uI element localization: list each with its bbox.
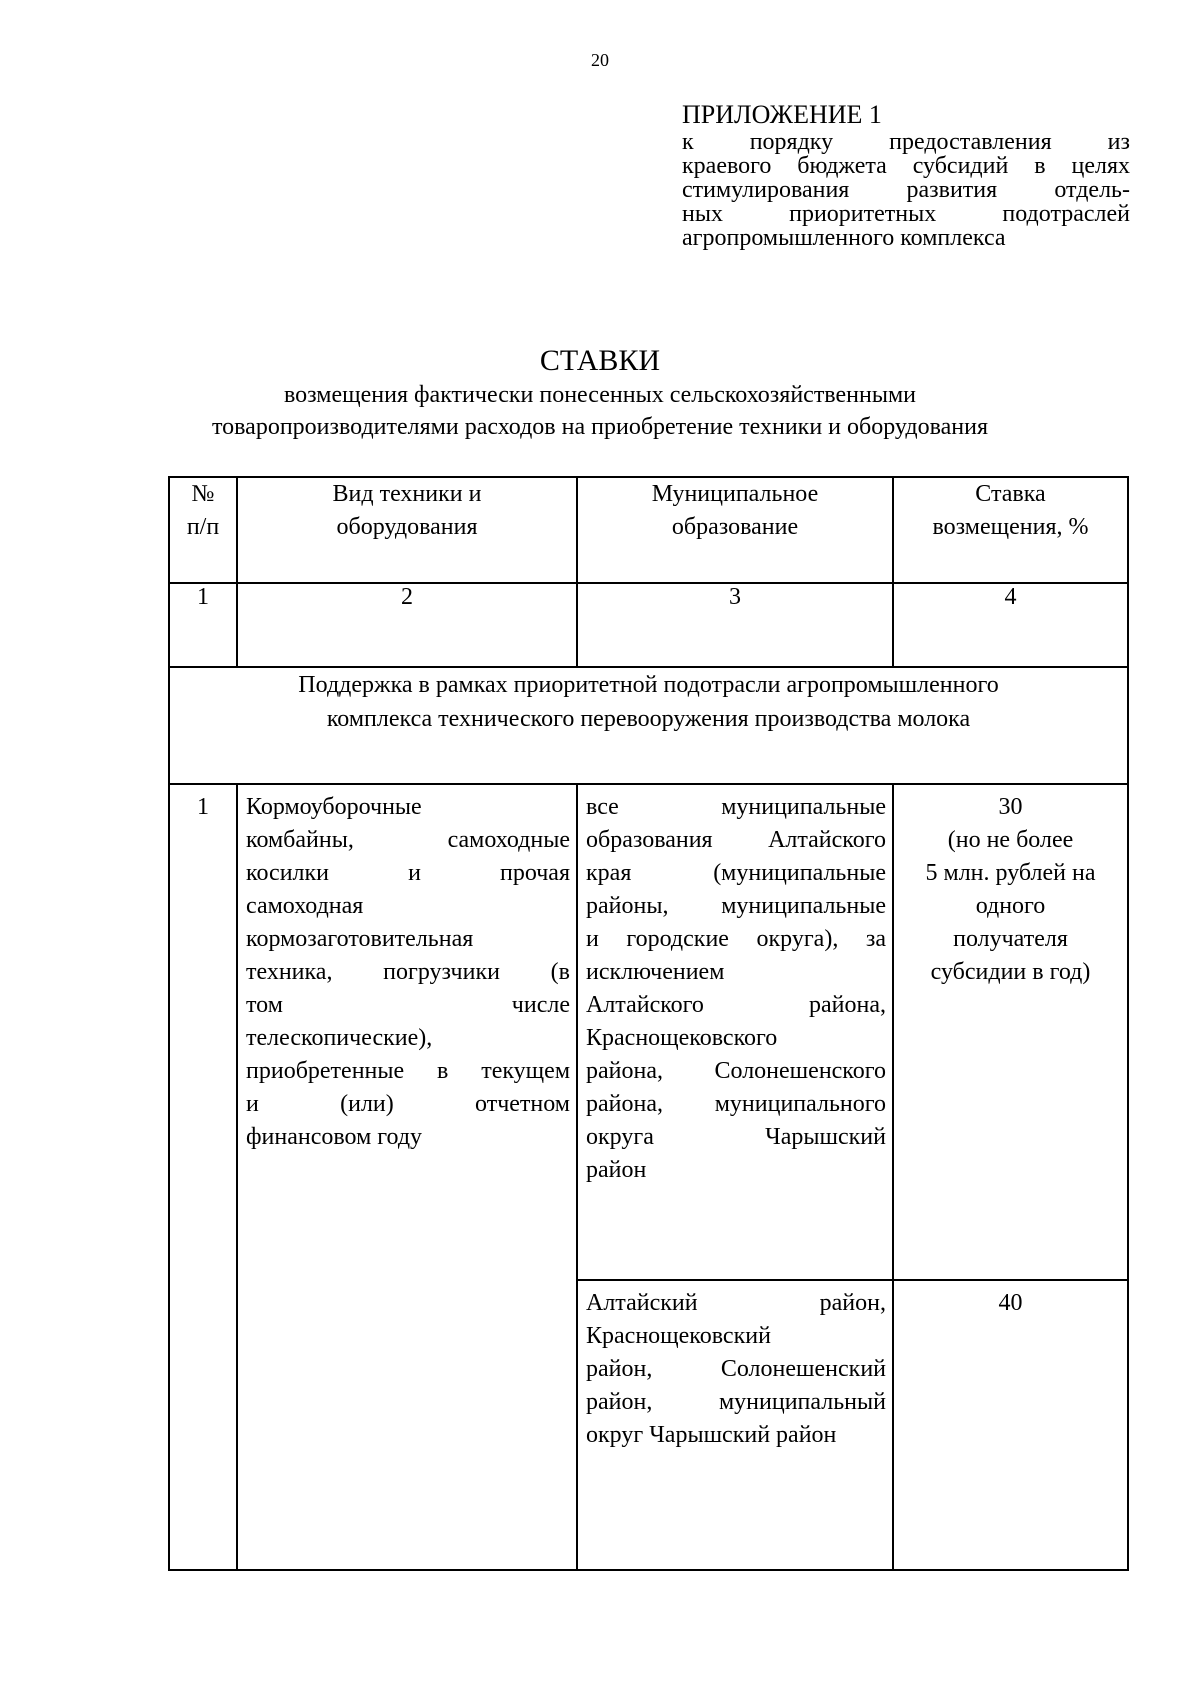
text-line: образования Алтайского [586, 827, 886, 853]
text-line: кормозаготовительная [246, 926, 474, 952]
text-line: том числе [246, 992, 570, 1018]
text-line: Кормоуборочные [246, 794, 422, 820]
text-line: приобретенные в текущем [246, 1058, 570, 1084]
text-line: субсидии в год) [930, 959, 1091, 985]
text-line: 40 [998, 1290, 1023, 1316]
column-number: 1 [169, 583, 237, 667]
municipality-cell [577, 784, 893, 1280]
section-heading: Поддержка в рамках приоритетной подотрасли агропромышленного комплекса технического перевооружения производства молока [169, 667, 1128, 784]
text-line: комбайны, самоходные [246, 827, 570, 853]
text-line: район, Солонешенский [586, 1356, 886, 1382]
text-line: и городские округа), за [586, 926, 886, 952]
text-line: (но не более [947, 827, 1074, 853]
rates-table [168, 476, 1129, 1571]
text-line: Алтайского района, [586, 992, 886, 1018]
header-rate: Ставка возмещения, % [893, 477, 1128, 583]
text-line: района, Солонешенского [586, 1058, 886, 1084]
text-line: косилки и прочая [246, 860, 570, 886]
appendix-title: ПРИЛОЖЕНИЕ 1 [682, 100, 882, 129]
text-line: округ Чарышский район [586, 1422, 837, 1448]
text-line: Краснощековский [586, 1323, 771, 1349]
column-number: 4 [893, 583, 1128, 667]
rate-cell [893, 784, 1128, 1280]
text-line: агропромышленного комплекса [682, 225, 1006, 251]
text-line: края (муниципальные [586, 860, 886, 886]
equipment-cell [237, 784, 577, 1570]
text-line: краевого бюджета субсидий в целях [682, 153, 1130, 179]
text-line: стимулирования развития отдель- [682, 177, 1130, 203]
rate-cell [893, 1280, 1128, 1570]
text-line: техника, погрузчики (в [246, 959, 570, 985]
text-line: к порядку предоставления из [682, 129, 1130, 155]
document-subtitle-line-2: товаропроизводителями расходов на приобретение техники и оборудования [211, 414, 989, 440]
page-number: 20 [591, 50, 609, 70]
text-line: финансовом году [246, 1124, 423, 1150]
text-line: одного [975, 893, 1046, 919]
appendix-block [682, 100, 1130, 250]
row-number: 1 [169, 784, 237, 1570]
text-line: ных приоритетных подотраслей [682, 201, 1130, 227]
table-header-row [169, 477, 1128, 583]
section-row [169, 667, 1128, 784]
header-equipment: Вид техники и оборудования [237, 477, 577, 583]
text-line: и (или) отчетном [246, 1091, 570, 1117]
text-line: самоходная [246, 893, 364, 919]
text-line: район [586, 1157, 647, 1183]
text-line: района, муниципального [586, 1091, 886, 1117]
document-subtitle-line-1: возмещения фактически понесенных сельскохозяйственными [283, 382, 916, 408]
text-line: получателя [953, 926, 1068, 952]
text-line: 5 млн. рублей на [925, 860, 1096, 886]
column-number-row [169, 583, 1128, 667]
text-line: исключением [586, 959, 725, 985]
column-number: 2 [237, 583, 577, 667]
header-municipality: Муниципальное образование [577, 477, 893, 583]
table-row [169, 784, 1128, 1280]
text-line: телескопические), [246, 1025, 433, 1051]
text-line: районы, муниципальные [586, 893, 886, 919]
appendix-text [682, 130, 1130, 250]
text-line: Краснощековского [586, 1025, 778, 1051]
text-line: округа Чарышский [586, 1124, 886, 1150]
column-number: 3 [577, 583, 893, 667]
header-number: № п/п [169, 477, 237, 583]
document-title: СТАВКИ [539, 344, 661, 377]
text-line: Алтайский район, [586, 1290, 886, 1316]
text-line: 30 [998, 794, 1023, 820]
municipality-cell [577, 1280, 893, 1570]
text-line: район, муниципальный [586, 1389, 886, 1415]
text-line: все муниципальные [586, 794, 886, 820]
